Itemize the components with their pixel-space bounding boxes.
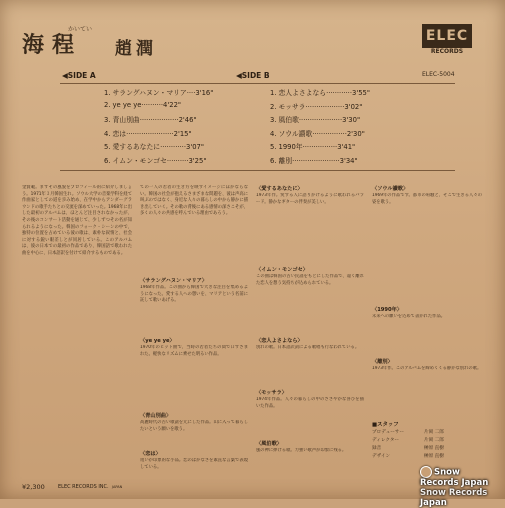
note-heading-1990: 〈1990年〉 [372, 307, 403, 313]
track-number: 4. [104, 129, 111, 138]
note-heading-mossara: 〈モッサラ〉 [256, 390, 287, 396]
watermark-line-2: Snow Records Japan [420, 488, 488, 508]
watermark-line-1: Snow Records Japan [420, 467, 489, 488]
divider-top [60, 83, 455, 84]
staff-row [372, 429, 444, 435]
staff-role: ディレクター [372, 438, 400, 443]
track-title: ye ye ye [112, 100, 142, 109]
track-leader-dots: ············ [326, 89, 353, 97]
track-leader-dots: ······················ [292, 156, 340, 165]
track-row [270, 155, 358, 165]
track-row [270, 128, 365, 138]
staff-role: デザイン [372, 454, 391, 459]
track-number: 6. [270, 156, 277, 165]
staff-name: 片岡 二郎 [424, 438, 444, 443]
track-duration: 3'41" [337, 143, 356, 151]
track-title: 1990年 [278, 143, 303, 151]
staff-heading: ■スタッフ [372, 422, 399, 428]
track-leader-dots: ·········· [166, 156, 189, 165]
staff-row [372, 453, 444, 459]
track-title: 離別 [278, 156, 293, 165]
note-text-maria: 1968年作品。この曲から韓国で大きな注目を集めるようになった。愛する人への想いを、マリアという名前に託して歌いあげる。 [140, 285, 248, 304]
track-number: 3. [270, 116, 277, 124]
note-heading-imun: 〈イムン・モンゴセ〉 [256, 267, 308, 273]
track-row [270, 141, 355, 151]
track-number: 2. [104, 100, 111, 109]
note-heading-seoul: 〈ソウル讃歌〉 [372, 186, 409, 192]
track-duration: 3'02" [344, 102, 363, 111]
note-text-fuhaku: 風の神に捧げる歌。力強い歌声が印象に残る。 [256, 448, 347, 453]
track-row [104, 114, 197, 124]
track-row [270, 87, 370, 97]
staff-role: 録音 [372, 446, 382, 451]
track-leader-dots: ················ [312, 129, 347, 138]
snowflake-icon [420, 466, 432, 478]
track-duration: 4'22" [163, 100, 182, 109]
track-title: イムン・モンゴセ [112, 156, 167, 165]
track-row [104, 128, 192, 138]
track-row [104, 101, 181, 109]
album-title: 海程 [22, 32, 83, 58]
staff-name: 榊原 直樹 [424, 446, 444, 451]
note-heading-ribetsu: 〈離別〉 [372, 359, 393, 365]
note-heading-koiwa: 〈恋は〉 [140, 451, 161, 457]
track-title: ソウル讃歌 [278, 129, 313, 138]
note-text-imun: この曲は韓国の古い民謡をもとにした作品で、遠く離れた恋人を想う気持ちが込められている。 [256, 274, 364, 286]
track-duration: 2'30" [346, 129, 365, 138]
catalog-number: ELEC-5004 [422, 71, 455, 78]
track-title: モッサラ [278, 102, 306, 111]
artist-name: 趙潤 [115, 39, 157, 59]
track-row [104, 87, 213, 97]
track-leader-dots: ················ [302, 143, 338, 151]
note-text-yeyeye: 1970年のヒット曲で、当時の若者たちの間で口ずさまれた。軽快なリズムに乗せた明るい作品。 [140, 345, 248, 357]
track-leader-dots: ···················· [298, 116, 343, 124]
note-heading-yeyeye: 〈ye ye ye〉 [140, 338, 175, 344]
track-duration: 3'55" [352, 89, 370, 97]
album-title-ruby: かいてい [68, 26, 93, 33]
records-logo-text: RECORDS [430, 48, 464, 55]
note-heading-aisuru: 〈愛するあなたに〉 [256, 186, 303, 192]
track-leader-dots: ·········· [141, 100, 164, 109]
note-text-1990: 未来への願いを込めて書かれた作品。 [372, 314, 446, 319]
track-duration: 3'34" [339, 156, 358, 165]
track-number: 4. [270, 129, 277, 138]
note-text-ribetsu: 1973年作。このアルバムを締めくくる静かな別れの歌。 [372, 366, 482, 371]
track-title: サラングハヌン・マリア [112, 89, 187, 97]
track-duration: 2'15" [173, 129, 192, 138]
track-duration: 3'16" [195, 89, 214, 97]
track-leader-dots: ············ [160, 143, 187, 151]
liner-column-1: 金賢範。まずその風貌をプロフィール的に紹介しましょう。1971年３月韓国生れ。ソウル大学の音楽学科を経て作曲家としての道を歩み始め、在学中からアンダーグラウンドの歌手たちとの交流を深めていった。1968年に出した最初のアルバムは、ほとんど注目されなかったが、その後のコンサート活動を通じて、少しずつその名が知られるようになった。韓国のフォーク・シーンの中で、独特の位置を占めている彼の歌は、素朴な叙情と、社会に対する鋭い眼差しとが同居している。このアルバムは、彼の日本での最初の作品であり、韓国語で歌われた曲を中心に、日本語訳を付けて紹介するものである。 [22, 185, 132, 256]
track-title: 愛するあなたに [112, 143, 161, 151]
side-a-label: ◀SIDE A [62, 71, 96, 80]
track-duration: 2'46" [178, 116, 197, 124]
price: ¥2,300 [22, 483, 45, 491]
note-text-aisuru: 1973年作。愛する人に語りかけるように歌われるバラード。静かなギターの伴奏が美しい。 [256, 193, 364, 205]
track-duration: 3'30" [342, 116, 361, 124]
company-name: ELEC RECORDS INC. [58, 484, 109, 490]
watermark [420, 466, 500, 508]
track-row [270, 101, 362, 111]
side-b-label: ◀SIDE B [236, 71, 270, 80]
liner-column-2-intro: ての一人の若者の生き方を映すイメージにほかならない。韓国の社会が抱えるさまざまな問題を、彼は声高に叫ぶのではなく、身近な人々の暮らしの中から静かに描き出していく。その歌の背後にある感情の深さこそが、多くの人々の共感を呼んでいる理由であろう。 [140, 185, 248, 217]
track-row [270, 114, 360, 124]
track-row [104, 155, 206, 165]
note-text-mossara: 1974年作品。人々の暮らしの中のささやかな喜びを描いた作品。 [256, 397, 364, 409]
staff-name: 片岡 二郎 [424, 430, 444, 435]
elec-logo-mark: ELEC [422, 24, 472, 48]
note-text-koiwa: 短いが印象的な小品。恋のはかなさを素直な言葉で表現している。 [140, 458, 248, 470]
track-title: 恋人よさよなら [278, 89, 327, 97]
track-number: 5. [270, 143, 277, 151]
staff-row [372, 437, 444, 443]
track-leader-dots: ·················· [305, 102, 345, 111]
track-title: 恋は [112, 129, 127, 138]
track-number: 2. [270, 102, 277, 111]
track-row [104, 141, 204, 151]
track-title: 風伯歌 [278, 116, 299, 124]
track-number: 3. [104, 116, 111, 124]
staff-role: プロデューサー [372, 430, 405, 435]
divider-middle [60, 170, 455, 171]
note-heading-cheongsan: 〈青山別曲〉 [140, 413, 172, 419]
country-text: JAPAN [112, 485, 123, 489]
track-number: 1. [104, 89, 111, 97]
track-number: 1. [270, 89, 277, 97]
note-heading-koibito: 〈恋人よさよなら〉 [256, 338, 303, 344]
track-title: 青山別曲 [112, 116, 140, 124]
track-leader-dots: ······················ [126, 129, 174, 138]
track-duration: 3'25" [188, 156, 207, 165]
track-duration: 3'07" [186, 143, 204, 151]
note-heading-maria: 〈サラングハヌン・マリア〉 [140, 278, 208, 284]
track-number: 6. [104, 156, 111, 165]
note-text-seoul: 1969年の作品です。都市の喧騒と、そこで生きる人々の姿を歌う。 [372, 193, 482, 205]
track-leader-dots: ·················· [139, 116, 179, 124]
note-text-koibito: 別れの歌。日本語訳詞による歌唱も行なわれている。 [256, 345, 360, 350]
track-leader-dots: ···· [186, 89, 196, 97]
staff-row [372, 445, 444, 451]
note-text-cheongsan: 高麗時代の古い歌謡を元にした作品。山に入って暮らしたいという願いを歌う。 [140, 420, 248, 432]
staff-name: 榊原 直樹 [424, 454, 444, 459]
track-number: 5. [104, 143, 111, 151]
note-heading-fuhaku: 〈風伯歌〉 [256, 441, 282, 447]
elec-records-logo [422, 24, 472, 64]
